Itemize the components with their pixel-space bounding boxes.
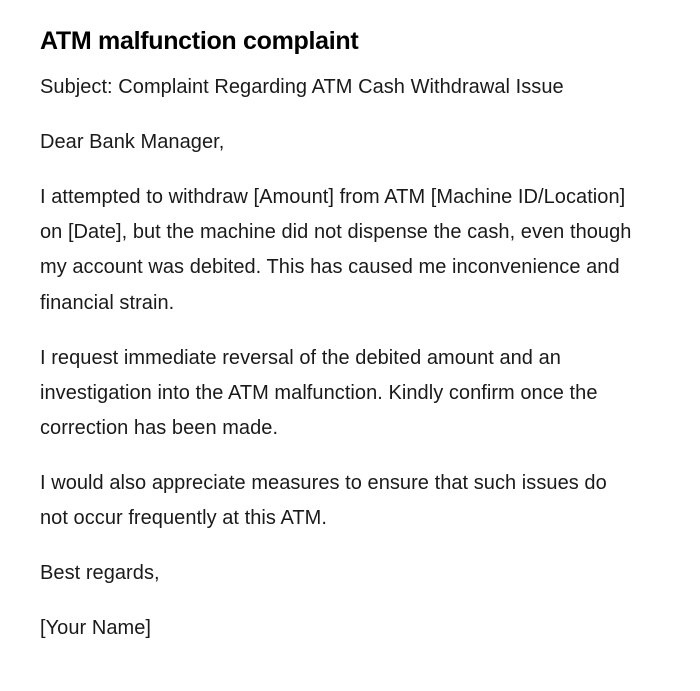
- letter-paragraph: I request immediate reversal of the debited amount and an investigation into the ATM malfunction. Kindly confirm once the correction has been made.: [40, 346, 598, 440]
- letter-salutation: Dear Bank Manager,: [40, 130, 225, 153]
- letter-closing: Best regards,: [40, 562, 160, 585]
- letter-page: [40, 24, 640, 666]
- letter-title: ATM malfunction complaint: [40, 27, 359, 55]
- letter-paragraph: I would also appreciate measures to ensure that such issues do not occur frequently at this ATM.: [40, 472, 607, 530]
- letter-subject: Subject: Complaint Regarding ATM Cash Withdrawal Issue: [40, 76, 564, 98]
- letter-paragraph: I attempted to withdraw [Amount] from ATM [Machine ID/Location] on [Date], but the machine did not dispense the cash, even though my account was debited. This has caused me inconvenience and financial strain.: [40, 185, 632, 314]
- letter-signature: [Your Name]: [40, 617, 151, 640]
